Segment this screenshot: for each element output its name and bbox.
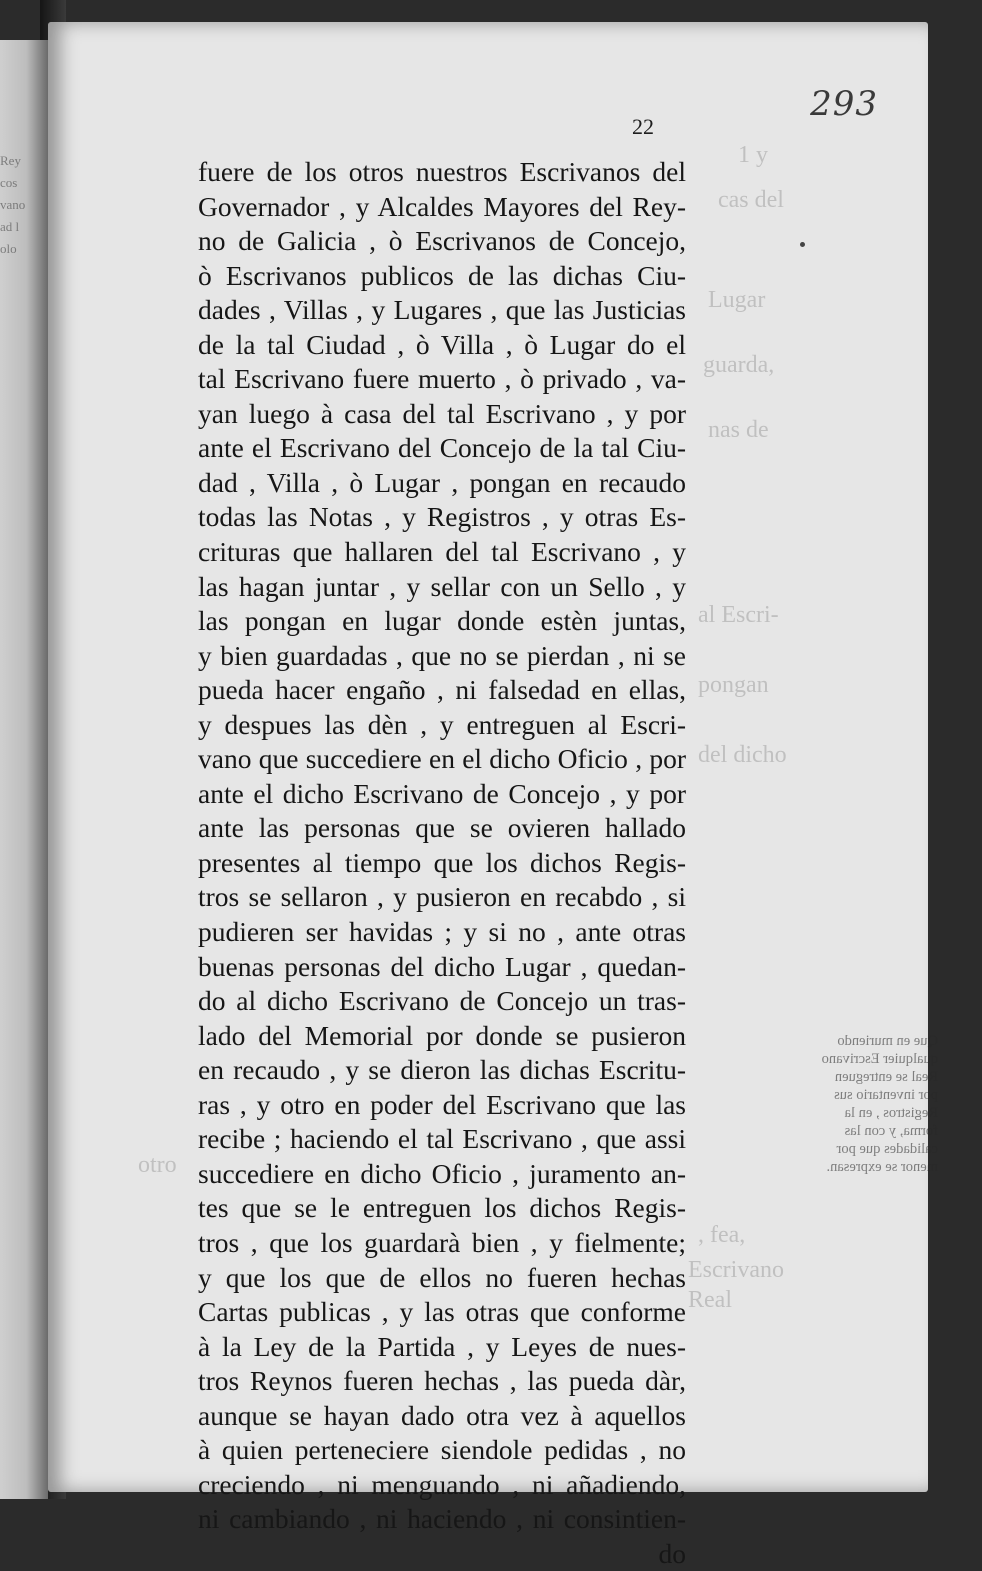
text-line: Governador , y Alcaldes Mayores del Rey- (198, 190, 686, 222)
text-line: presentes al tiempo que los dichos Regis- (198, 846, 686, 878)
text-line: pudieren ser havidas ; y si no , ante otras (198, 916, 686, 948)
text-line: tros , que los guardarà bien , y fielmente; (198, 1226, 686, 1258)
text-line: aunque se hayan dado otra vez à aquellos (198, 1399, 686, 1431)
bleed-through-text: pongan (698, 672, 769, 698)
body-text (198, 155, 686, 1571)
bleed-through-text: Real (688, 1287, 732, 1313)
document-page (48, 22, 938, 1569)
bleed-through-text: Lugar (708, 287, 766, 313)
bleed-through-text: otro (138, 1152, 177, 1178)
text-line: recibe ; haciendo el tal Escrivano , que assi (198, 1123, 686, 1155)
bleed-through-text: del dicho (698, 742, 787, 768)
text-line: pueda hacer engaño , ni falsedad en ellas, (198, 674, 686, 706)
text-line: yan luego à casa del tal Escrivano , y por (198, 397, 686, 429)
text-line: las pongan en lugar donde estèn juntas, (198, 605, 686, 637)
text-line: succediere en dicho Oficio , juramento an- (198, 1157, 686, 1189)
text-line: de la tal Ciudad , ò Villa , ò Lugar do el (198, 328, 686, 360)
text-line: lado del Memorial por donde se pusieron (198, 1019, 686, 1051)
text-line: ni cambiando , ni haciendo , ni consintien- (198, 1503, 686, 1535)
facing-page-text-fragment: Rey cos vano ad l olo (0, 153, 26, 256)
text-line: do al dicho Escrivano de Concejo un tras- (198, 985, 686, 1017)
bleed-through-text: , fea, (698, 1222, 746, 1248)
bleed-through-text: nas de (708, 417, 769, 443)
text-line: tros se sellaron , y pusieron en recabdo , si (198, 881, 686, 913)
bleed-through-text: guarda, (703, 352, 775, 378)
text-line: ante las personas que se ovieren hallado (198, 812, 686, 844)
text-line: Cartas publicas , y las otras que conforme (198, 1296, 686, 1328)
text-line: buenas personas del dicho Lugar , quedan- (198, 950, 686, 982)
text-line: ò Escrivanos publicos de las dichas Ciu- (198, 259, 686, 291)
text-line: ras , y otro en poder del Escrivano que las (198, 1088, 686, 1120)
text-line: y que los que de ellos no fueren hechas (198, 1261, 686, 1293)
ink-speck (800, 242, 805, 247)
text-line: crituras que hallaren del tal Escrivano , y (198, 536, 686, 568)
text-line: do (658, 1537, 686, 1569)
text-line: tal Escrivano fuere muerto , ò privado , va- (198, 363, 686, 395)
text-line: à la Ley de la Partida , y Leyes de nues- (198, 1330, 686, 1362)
text-line: à quien perteneciere siendole pedidas , no (198, 1434, 686, 1466)
bleed-through-text: cas del (718, 187, 784, 213)
text-line: creciendo , ni menguando , ni añadiendo, (198, 1468, 686, 1500)
text-line: tros Reynos fueren hechas , las pueda dàr, (198, 1365, 686, 1397)
text-line: no de Galicia , ò Escrivanos de Concejo, (198, 225, 686, 257)
text-line: tes que se le entreguen los dichos Regis- (198, 1192, 686, 1224)
show-through-margin-note: Que en muriendo qualquier Escrivano Real se entreguen por inventario sus Registros , en la forma, y con las calidades que por menor se expresan. (821, 1033, 938, 1175)
text-line: en recaudo , y se dieron las dichas Escritu- (198, 1054, 686, 1086)
text-line: y bien guardadas , que no se pierdan , ni se (198, 639, 686, 671)
text-line: todas las Notas , y Registros , y otras Es- (198, 501, 686, 533)
page-number: 22 (632, 114, 654, 139)
text-line: dad , Villa , ò Lugar , pongan en recaudo (198, 466, 686, 498)
text-line: ante el dicho Escrivano de Concejo , y por (198, 777, 686, 809)
text-line: fuere de los otros nuestros Escrivanos del (198, 156, 686, 187)
folio-annotation: 293 (810, 84, 878, 124)
text-line: dades , Villas , y Lugares , que las Justicias (198, 294, 686, 326)
text-line: y despues las dèn , y entreguen al Escri- (198, 708, 686, 740)
text-line: las hagan juntar , y sellar con un Sello , y (198, 570, 686, 602)
bleed-through-text: 1 y (738, 142, 768, 168)
bleed-through-text: al Escri- (698, 602, 779, 628)
text-line: ante el Escrivano del Concejo de la tal Ciu- (198, 432, 686, 464)
text-line: vano que succediere en el dicho Oficio , por (198, 743, 686, 775)
bleed-through-text: Escrivano (688, 1257, 784, 1283)
